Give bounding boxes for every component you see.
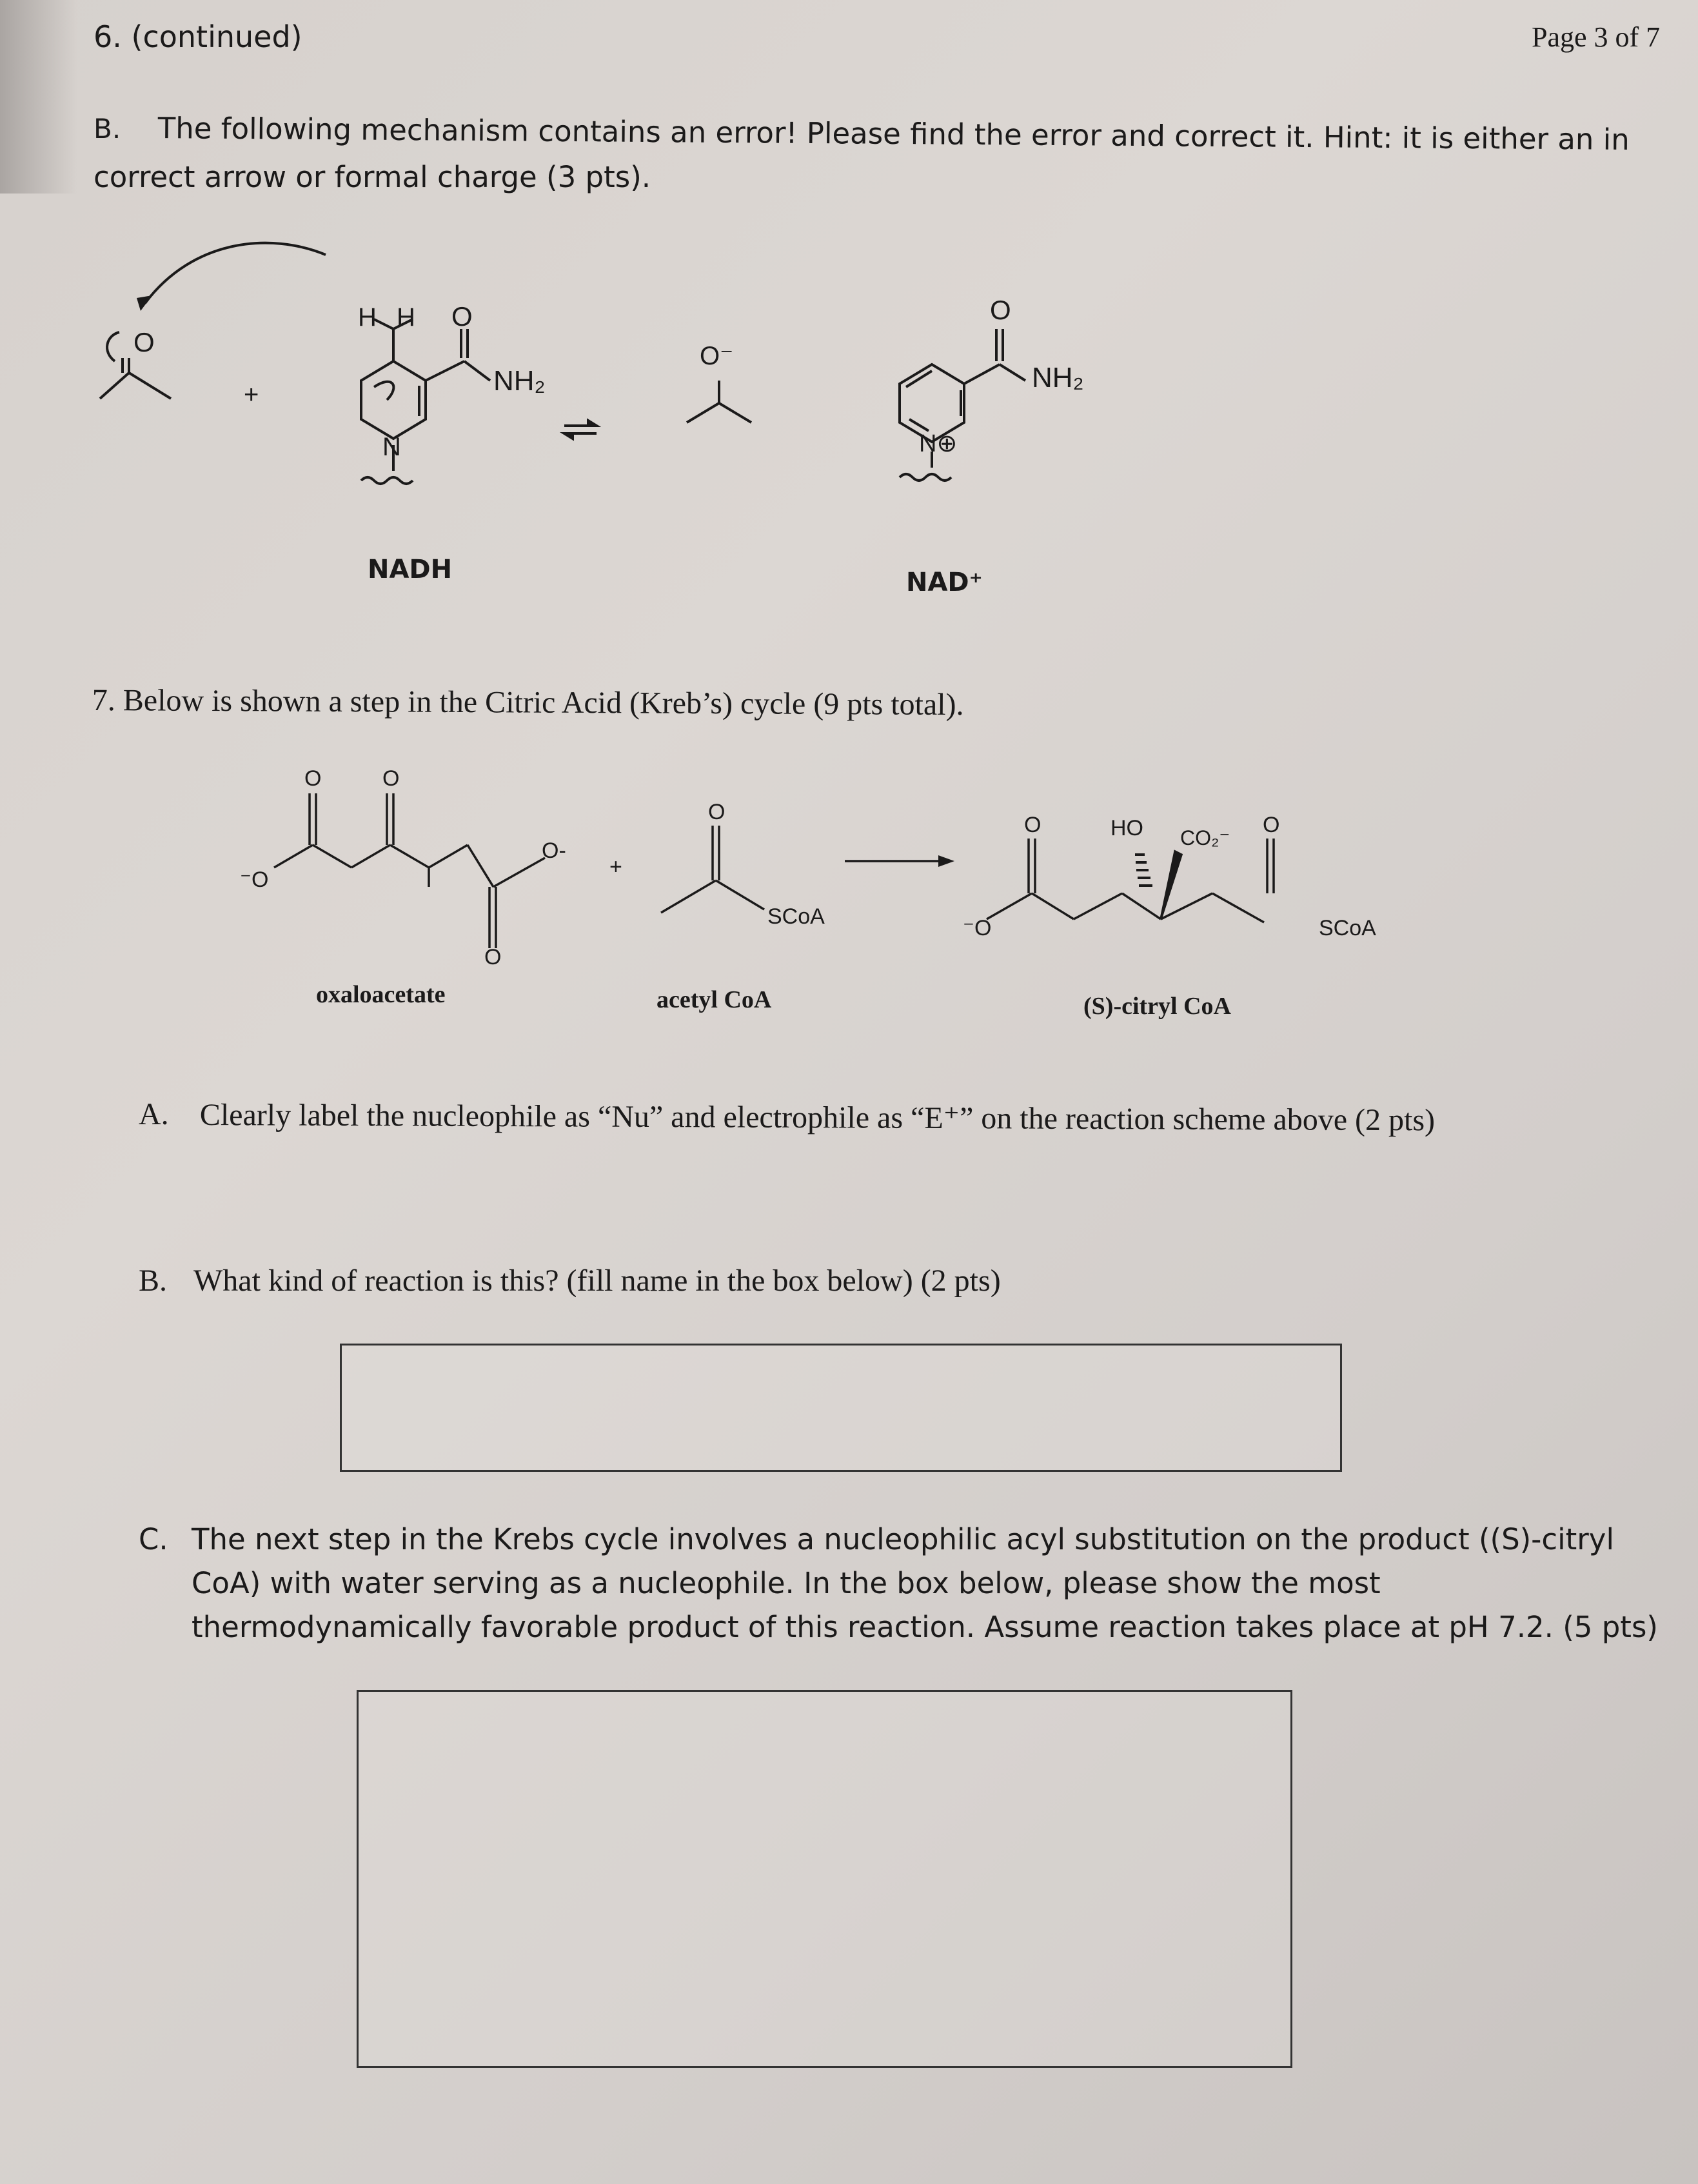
citryl-carboxylate: ⁻O [963,916,992,940]
acetyl-scoa: SCoA [767,904,825,929]
page-number: Page 3 of 7 [1532,21,1661,53]
q6b-label: B. [94,113,121,144]
plus-sign: + [244,381,259,409]
q7a-label: A. [139,1097,169,1131]
q6b-prompt-line2: correct arrow or formal charge (3 pts). [94,160,651,194]
q7b-prompt: What kind of reaction is this? (fill name in the box below) (2 pts) [193,1264,1001,1298]
hydride-h2: H [397,303,415,332]
plus-sign-2: + [609,855,622,879]
q7c-label: C. [139,1522,168,1556]
q7c-prompt-line1: The next step in the Krebs cycle involves a nucleophilic acyl substitution on the product ((S)-citryl [192,1522,1614,1556]
citryl-scoa: SCoA [1319,916,1376,940]
compound-label-oxaloacetate: oxaloacetate [316,981,446,1008]
citryl-hydroxyl: HO [1111,816,1143,840]
nadh-amide: NH₂ [493,365,546,397]
product-answer-box[interactable] [357,1690,1292,2068]
q7b-label: B. [139,1264,168,1298]
reaction-type-answer-box[interactable] [340,1344,1342,1472]
nad-nitrogen: N⊕ [919,430,958,457]
nadh-nitrogen: N [382,433,401,461]
compound-label-citryl-coa: (S)-citryl CoA [1083,993,1231,1020]
hydride-h1: H [358,303,377,332]
acetone-oxygen: O [133,327,155,357]
citryl-carbonyl1-o: O [1024,813,1042,837]
acetyl-carbonyl-o: O [708,800,726,824]
nadh-label: NADH [368,555,453,584]
q7a-prompt: Clearly label the nucleophile as “Nu” and electrophile as “E⁺” on the reaction scheme above (2 pts) [199,1098,1436,1138]
oxaloacetate-carbonyl3-o: O [484,945,502,969]
oxaloacetate-carboxylate2: O- [542,839,566,863]
oxaloacetate-carbonyl2-o: O [382,766,400,791]
compound-label-acetyl-coa: acetyl CoA [656,986,772,1013]
citryl-carbonyl2-o: O [1263,813,1280,837]
nad-label: NAD⁺ [906,568,983,597]
q7c-prompt-line3: thermodynamically favorable product of this reaction. Assume reaction takes place at pH 7.2. (5 pts) [192,1610,1658,1644]
section-heading: 6. (continued) [94,19,302,54]
nad-amide: NH₂ [1032,362,1084,393]
alkoxide-oxygen: O⁻ [700,342,734,370]
citryl-carboxylate2: CO₂⁻ [1180,826,1230,849]
q7c-prompt-line2: CoA) with water serving as a nucleophile. In the box below, please show the most [192,1566,1381,1600]
oxaloacetate-carbonyl1-o: O [304,766,322,791]
q7-title: 7. Below is shown a step in the Citric Acid (Kreb’s) cycle (9 pts total). [92,683,964,722]
oxaloacetate-carboxylate1: ⁻O [240,868,269,892]
nad-amide-oxygen: O [990,295,1011,325]
amide-oxygen: O [451,301,473,332]
q6b-prompt-line1: The following mechanism contains an error! Please find the error and correct it. Hint: it is either an in [157,111,1630,157]
